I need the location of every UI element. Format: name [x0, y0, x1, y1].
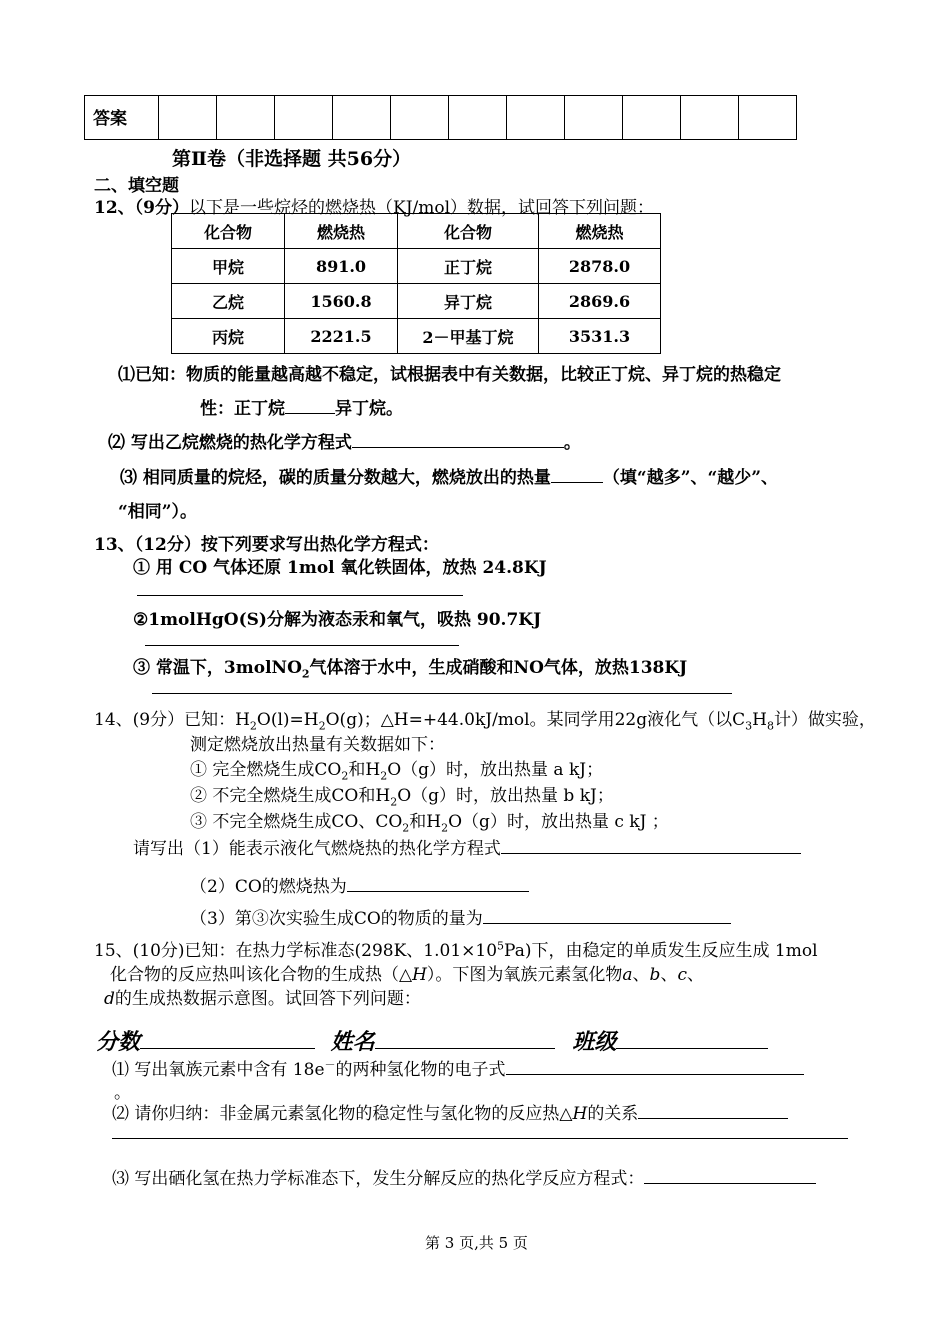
q15-text: b [649, 965, 661, 985]
q14-text: O(g)；△H=+44.0kJ/mol。某同学用22g液化气（以C [325, 710, 746, 730]
answer-line[interactable] [112, 1138, 848, 1139]
score-field[interactable] [140, 1026, 315, 1049]
table-header-row [172, 214, 661, 249]
answer-cell[interactable] [565, 96, 623, 140]
q12-part1-text-end: 异丁烷。 [335, 399, 403, 419]
table-row [172, 249, 661, 284]
answer-blank[interactable] [352, 429, 564, 448]
subscript: 8 [766, 719, 774, 733]
q14-item-text: ③ 不完全燃烧生成CO、CO [190, 812, 403, 832]
q12-score: （9分） [134, 198, 190, 218]
q13-item3-text-end: 气体溶于水中，生成硝酸和NO气体，放热138KJ [309, 658, 688, 678]
answer-table [84, 95, 797, 140]
answer-cell[interactable] [333, 96, 391, 140]
q15-text: d [104, 989, 115, 1009]
answer-line[interactable] [145, 645, 459, 646]
q12-part2 [108, 428, 581, 453]
answer-cell[interactable] [507, 96, 565, 140]
q12-part3-line1 [120, 463, 778, 488]
table-cell: 2878.0 [539, 249, 661, 284]
class-label: 班级 [572, 1029, 617, 1055]
q12-part2-text: ⑵ 写出乙烷燃烧的热化学方程式 [108, 433, 352, 453]
q14-item1 [190, 755, 603, 782]
q15-part2-text: ⑵ 请你归纳：非金属元素氢化物的稳定性与氢化物的反应热△ [112, 1104, 573, 1124]
q13-item3-text: ③ 常温下，3molNO [133, 658, 302, 678]
answer-cell[interactable] [623, 96, 681, 140]
q15-text: Pa)下，由稳定的单质发生反应生成 1mol [504, 941, 818, 961]
q14-item3 [190, 807, 669, 834]
table-cell: 2221.5 [285, 319, 398, 354]
q14-item-text: ① 完全燃烧生成CO [190, 760, 342, 780]
subscript: 2 [380, 769, 388, 783]
subscript: 2 [301, 667, 310, 681]
q14-item-text: O（g）时，放出热量 c kJ ； [448, 812, 669, 832]
q15-part1 [112, 1055, 804, 1080]
q15-text: ）。下图为氧族元素氢化物 [426, 965, 623, 985]
q15-text: H [412, 965, 427, 985]
q14-item-text: 和H [409, 812, 442, 832]
section-title: 第Ⅱ卷（非选择题 共56分） [172, 148, 412, 170]
subscript: 2 [441, 821, 449, 835]
answer-blank[interactable] [638, 1100, 788, 1119]
q14-text: O(l)=H [256, 710, 319, 730]
table-cell: 1560.8 [285, 284, 398, 319]
combustion-heat-table [171, 213, 661, 354]
q15-part2-text: H [572, 1104, 588, 1124]
q14-item-text: O（g）时，放出热量 b kJ； [397, 786, 614, 806]
q14-ask-text: （2）CO的燃烧热为 [190, 877, 347, 897]
table-row [172, 319, 661, 354]
q14-text: H [752, 710, 767, 730]
q12-part3-text: ⑶ 相同质量的烷烃，碳的质量分数越大，燃烧放出的热量 [120, 468, 551, 488]
answer-cell[interactable] [391, 96, 449, 140]
q12-num: 12、 [94, 198, 135, 218]
table-cell: 891.0 [285, 249, 398, 284]
subscript: 2 [390, 795, 398, 809]
section-subtitle: 二、填空题 [94, 176, 179, 196]
table-header: 燃烧热 [285, 214, 398, 249]
q14-item-text: ② 不完全燃烧生成CO和H [190, 786, 391, 806]
table-cell: 正丁烷 [398, 249, 539, 284]
q15-part1-text: 的两种氢化物的电子式 [335, 1060, 506, 1080]
answer-cell[interactable] [681, 96, 739, 140]
answer-blank[interactable] [285, 395, 335, 414]
student-info-row [96, 1025, 768, 1056]
q14-item-text: 和H [348, 760, 381, 780]
q14-ask3 [190, 904, 731, 929]
answer-cell[interactable] [275, 96, 333, 140]
q15-text: 、 [660, 965, 678, 985]
q15-part2 [112, 1099, 788, 1124]
q14-ask-text: （3）第③次实验生成CO的物质的量为 [190, 909, 483, 929]
subscript: 2 [341, 769, 349, 783]
name-field[interactable] [375, 1026, 555, 1049]
page-footer: 第 3 页,共 5 页 [425, 1234, 528, 1252]
q15-text: 的生成热数据示意图。试回答下列问题： [114, 989, 421, 1009]
subscript: 2 [249, 719, 257, 733]
table-row [172, 284, 661, 319]
q15-part2-text: 的关系 [587, 1104, 639, 1124]
table-cell: 丙烷 [172, 319, 285, 354]
answer-blank[interactable] [483, 905, 731, 924]
q14-item2 [190, 781, 614, 808]
superscript: 5 [497, 939, 505, 953]
q12-part2-end: 。 [563, 433, 581, 453]
q13-item3 [133, 653, 687, 680]
answer-label: 答案 [85, 96, 159, 140]
table-header: 化合物 [398, 214, 539, 249]
table-cell: 3531.3 [539, 319, 661, 354]
q15-part3-text: ⑶ 写出硒化氢在热力学标准态下，发生分解反应的热化学反应方程式： [112, 1169, 645, 1189]
q13-item1: ① 用 CO 气体还原 1mol 氧化铁固体，放热 24.8KJ [133, 558, 547, 578]
answer-blank[interactable] [644, 1165, 816, 1184]
table-cell: 2869.6 [539, 284, 661, 319]
answer-blank[interactable] [347, 873, 529, 892]
q14-text: 计）做实验， [773, 710, 876, 730]
q15-line3 [104, 984, 421, 1009]
answer-blank[interactable] [506, 1056, 804, 1075]
table-cell: 乙烷 [172, 284, 285, 319]
table-cell: 异丁烷 [398, 284, 539, 319]
q15-line2 [110, 960, 704, 985]
superscript: － [324, 1058, 336, 1072]
q15-part1-text: ⑴ 写出氧族元素中含有 18e [112, 1060, 325, 1080]
q15-part1-end: 。 [114, 1083, 131, 1103]
name-label: 姓名 [330, 1029, 375, 1055]
answer-cell[interactable] [449, 96, 507, 140]
q12-part1-line2 [200, 394, 403, 419]
answer-cell[interactable] [159, 96, 217, 140]
answer-cell[interactable] [217, 96, 275, 140]
class-field[interactable] [616, 1026, 768, 1049]
table-cell: 甲烷 [172, 249, 285, 284]
q12-text: 以下是一些烷烃的燃烧热（KJ/mol）数据，试回答下列问题： [189, 198, 655, 218]
answer-cell[interactable] [739, 96, 797, 140]
q13-title: 13、（12分）按下列要求写出热化学方程式： [94, 535, 439, 555]
answer-blank[interactable] [501, 835, 801, 854]
q15-text: 、 [686, 965, 704, 985]
answer-line[interactable] [137, 595, 463, 596]
q12-part3-text-end: （填“越多”、“越少”、 [602, 468, 779, 488]
q15-text: a [622, 965, 633, 985]
score-label: 分数 [96, 1029, 141, 1055]
table-header: 燃烧热 [539, 214, 661, 249]
q14-ask-text: 请写出（1）能表示液化气燃烧热的热化学方程式 [133, 839, 501, 859]
table-header: 化合物 [172, 214, 285, 249]
answer-line[interactable] [152, 693, 732, 694]
q12-part1-text: 性：正丁烷 [200, 399, 285, 419]
subscript: 2 [402, 821, 410, 835]
q13-item2: ②1molHgO(S)分解为液态汞和氧气，吸热 90.7KJ [133, 610, 542, 630]
q14-ask2 [190, 872, 529, 897]
q15-line1 [94, 936, 818, 961]
q14-item-text: O（g）时，放出热量 a kJ； [387, 760, 604, 780]
q15-text: c [677, 965, 687, 985]
subscript: 3 [745, 719, 753, 733]
q14-line2: 测定燃烧放出热量有关数据如下： [190, 735, 445, 755]
q14-text: 14、(9分）已知：H [94, 710, 250, 730]
q15-text: 15、(10分)已知：在热力学标准态(298K、1.01×10 [94, 941, 498, 961]
q12-part3-line2: “相同”）。 [118, 502, 198, 522]
q14-line1 [94, 705, 876, 732]
subscript: 2 [318, 719, 326, 733]
q15-text: 化合物的反应热叫该化合物的生成热（△ [110, 965, 413, 985]
answer-blank[interactable] [551, 464, 603, 483]
q15-text: 、 [632, 965, 650, 985]
q14-ask1 [133, 834, 801, 859]
q12-part1-line1: ⑴已知：物质的能量越高越不稳定，试根据表中有关数据，比较正丁烷、异丁烷的热稳定 [118, 365, 781, 385]
q15-part3 [112, 1164, 816, 1189]
table-cell: 2－甲基丁烷 [398, 319, 539, 354]
